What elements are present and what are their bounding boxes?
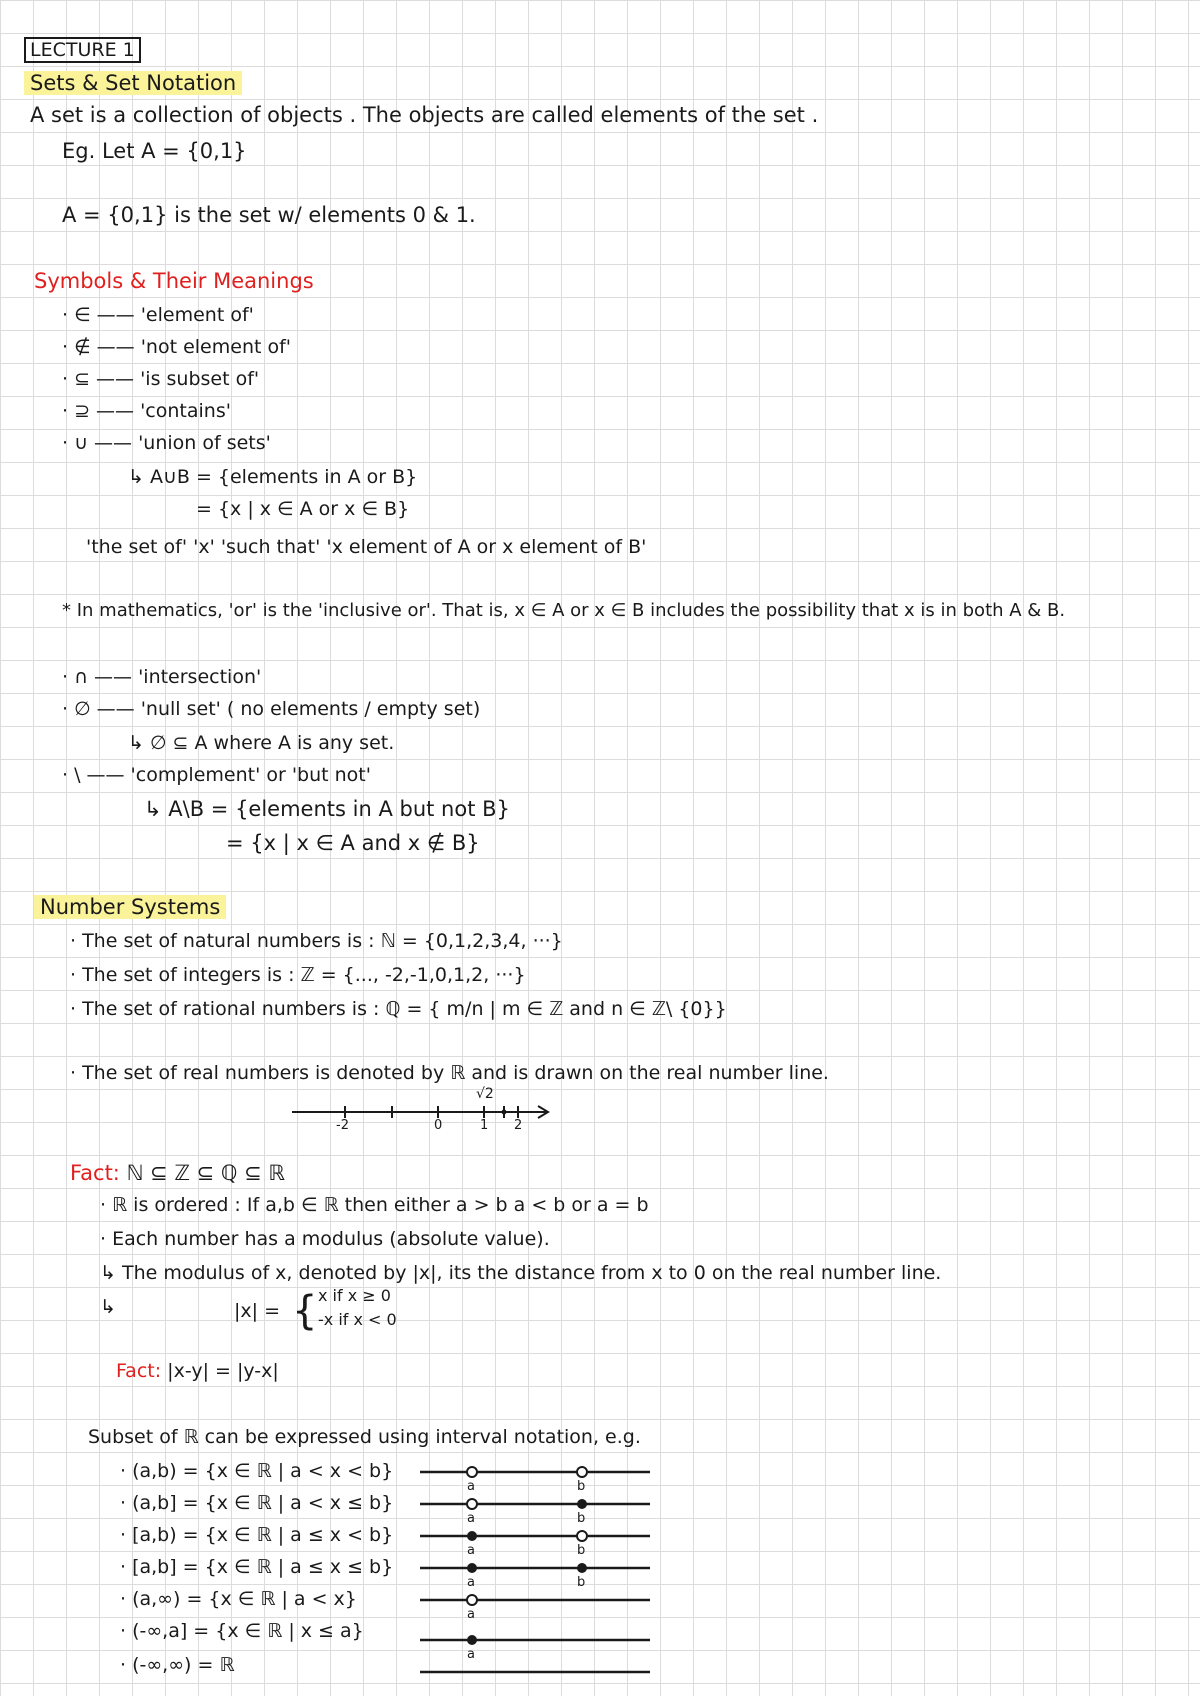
sqrt2-label: √2 bbox=[476, 1086, 494, 1102]
interval-item: · (-∞,∞) = ℝ bbox=[120, 1654, 235, 1676]
open-endpoint-a bbox=[467, 1499, 477, 1509]
symbol-item: · ∉ —— 'not element of' bbox=[62, 336, 292, 358]
abs-brace: { bbox=[292, 1288, 318, 1334]
interval-intro: Subset of ℝ can be expressed using interval notation, e.g. bbox=[88, 1426, 641, 1448]
tick-label: -2 bbox=[336, 1118, 349, 1133]
complement-line-1: ↳ A\B = {elements in A but not B} bbox=[144, 797, 510, 821]
open-endpoint-b bbox=[577, 1531, 587, 1541]
union-line-2: = {x | x ∈ A or x ∈ B} bbox=[196, 498, 410, 520]
fact-text: |x-y| = |y-x| bbox=[167, 1360, 279, 1382]
closed-endpoint-b bbox=[577, 1563, 587, 1573]
symbol-item: · ∈ —— 'element of' bbox=[62, 304, 254, 326]
complement-item: · \ —— 'complement' or 'but not' bbox=[62, 764, 371, 786]
set-definition: A set is a collection of objects . The objects are called elements of the set . bbox=[30, 103, 819, 127]
interval-item: · (-∞,a] = {x ∈ ℝ | x ≤ a} bbox=[120, 1620, 364, 1642]
symbols-heading: Symbols & Their Meanings bbox=[34, 269, 314, 293]
interval-item: · [a,b] = {x ∈ ℝ | a ≤ x ≤ b} bbox=[120, 1556, 394, 1578]
endpoint-label-b: b bbox=[577, 1511, 586, 1526]
symbol-item: · ⊇ —— 'contains' bbox=[62, 400, 231, 422]
integers: · The set of integers is : ℤ = {..., -2,-1,0,1,2, ···} bbox=[70, 964, 526, 986]
fact-label: Fact: bbox=[70, 1161, 120, 1185]
fact-text: ℕ ⊆ ℤ ⊆ ℚ ⊆ ℝ bbox=[126, 1161, 286, 1185]
lecture-label: LECTURE 1 bbox=[24, 36, 141, 63]
example-desc: A = {0,1} is the set w/ elements 0 & 1. bbox=[62, 203, 476, 227]
example-let: Eg. Let A = {0,1} bbox=[62, 139, 247, 163]
interval-item: · (a,∞) = {x ∈ ℝ | a < x} bbox=[120, 1588, 357, 1610]
endpoint-label-a: a bbox=[467, 1647, 475, 1662]
tick-label: 0 bbox=[434, 1118, 443, 1133]
fact-label: Fact: bbox=[116, 1360, 162, 1382]
symbol-item: · ∪ —— 'union of sets' bbox=[62, 432, 271, 454]
open-endpoint-a bbox=[467, 1467, 477, 1477]
interval-item: · (a,b) = {x ∈ ℝ | a < x < b} bbox=[120, 1460, 394, 1482]
endpoint-label-b: b bbox=[577, 1543, 586, 1558]
complement-line-2: = {x | x ∈ A and x ∉ B} bbox=[226, 831, 480, 855]
interval-item: · [a,b) = {x ∈ ℝ | a ≤ x < b} bbox=[120, 1524, 394, 1546]
open-endpoint-b bbox=[577, 1467, 587, 1477]
closed-endpoint-a bbox=[467, 1531, 477, 1541]
symbol-item: · ⊆ —— 'is subset of' bbox=[62, 368, 260, 390]
endpoint-label-a: a bbox=[467, 1575, 475, 1590]
open-endpoint-a bbox=[467, 1595, 477, 1605]
endpoint-label-a: a bbox=[467, 1479, 475, 1494]
modulus-definition: ↳ The modulus of x, denoted by |x|, its the distance from x to 0 on the real number line. bbox=[100, 1262, 942, 1284]
endpoint-label-a: a bbox=[467, 1543, 475, 1558]
modulus-fact: · Each number has a modulus (absolute value). bbox=[100, 1228, 550, 1250]
inclusive-or-note: * In mathematics, 'or' is the 'inclusive or'. That is, x ∈ A or x ∈ B includes the possibility that x is in both A & B. bbox=[62, 600, 1066, 621]
natural-numbers: · The set of natural numbers is : ℕ = {0,1,2,3,4, ···} bbox=[70, 930, 563, 952]
endpoint-label-a: a bbox=[467, 1607, 475, 1622]
rational-numbers: · The set of rational numbers is : ℚ = { m/n | m ∈ ℤ and n ∈ ℤ\ {0}} bbox=[70, 998, 727, 1020]
tick-label: 1 bbox=[480, 1118, 489, 1133]
union-line-1: ↳ A∪B = {elements in A or B} bbox=[128, 466, 418, 488]
arrow-icon: ↳ bbox=[100, 1296, 116, 1318]
symbol-item: · ∅ —— 'null set' ( no elements / empty set) bbox=[62, 698, 481, 720]
sets-heading: Sets & Set Notation bbox=[24, 70, 242, 96]
closed-endpoint-a bbox=[467, 1635, 477, 1645]
tick-label: 2 bbox=[514, 1118, 523, 1133]
endpoint-label-a: a bbox=[467, 1511, 475, 1526]
endpoint-label-b: b bbox=[577, 1479, 586, 1494]
real-numbers: · The set of real numbers is denoted by ℝ and is drawn on the real number line. bbox=[70, 1062, 829, 1084]
abs-lhs: |x| = bbox=[234, 1300, 281, 1322]
interval-item: · (a,b] = {x ∈ ℝ | a < x ≤ b} bbox=[120, 1492, 394, 1514]
closed-endpoint-a bbox=[467, 1563, 477, 1573]
symbol-item: · ∩ —— 'intersection' bbox=[62, 666, 262, 688]
ordered-fact: · ℝ is ordered : If a,b ∈ ℝ then either a > b a < b or a = b bbox=[100, 1194, 649, 1216]
number-systems-heading: Number Systems bbox=[34, 894, 226, 920]
abs-case-1: x if x ≥ 0 bbox=[318, 1286, 391, 1305]
closed-endpoint-b bbox=[577, 1499, 587, 1509]
union-caption: 'the set of' 'x' 'such that' 'x element of A or x element of B' bbox=[86, 536, 647, 558]
endpoint-label-b: b bbox=[577, 1575, 586, 1590]
abs-case-2: -x if x < 0 bbox=[318, 1310, 397, 1329]
null-set-line: ↳ ∅ ⊆ A where A is any set. bbox=[128, 732, 395, 754]
